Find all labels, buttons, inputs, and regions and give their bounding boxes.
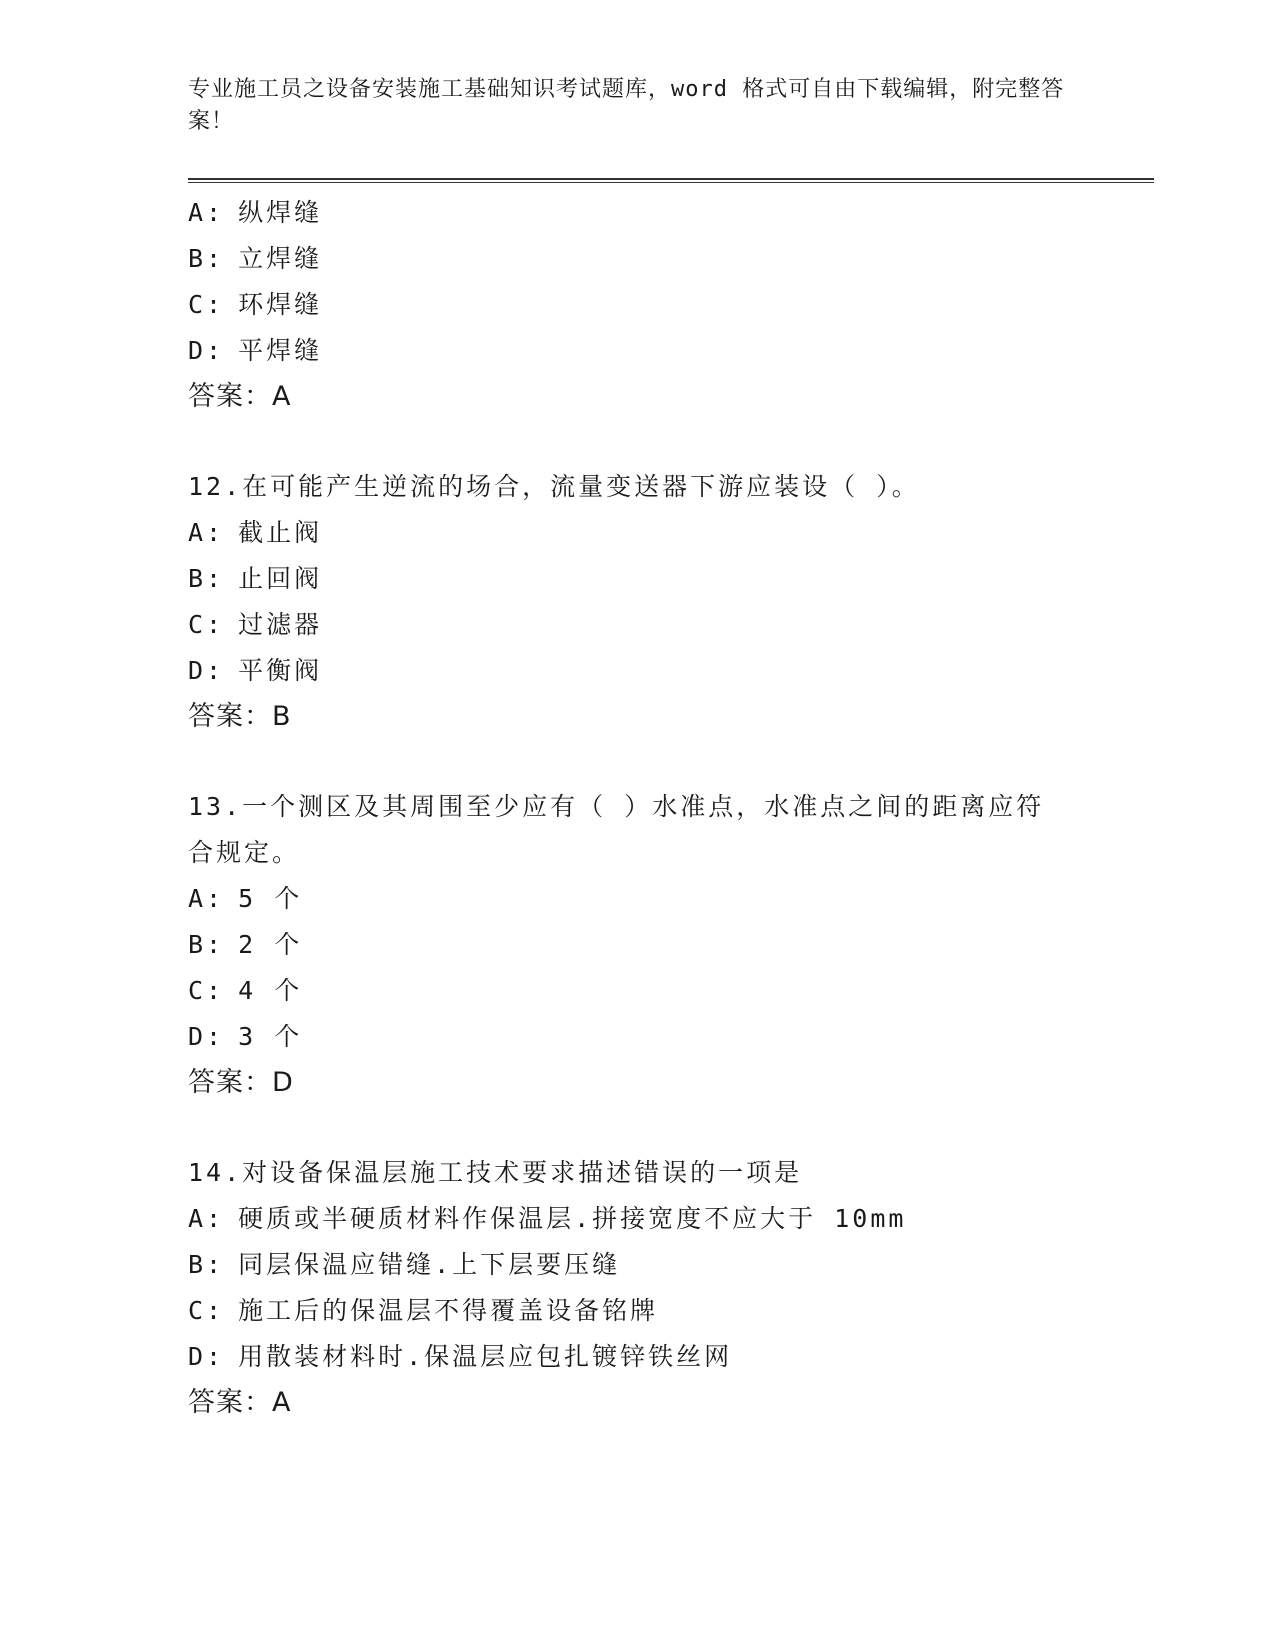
option-label: D: bbox=[188, 1022, 225, 1051]
option-label: B: bbox=[188, 930, 225, 959]
option-text: 平衡阀 bbox=[238, 656, 323, 685]
option-text: 2 个 bbox=[238, 930, 303, 959]
option-c bbox=[188, 602, 1088, 648]
option-a bbox=[188, 510, 1088, 556]
option-text: 同层保温应错缝.上下层要压缝 bbox=[238, 1250, 621, 1279]
option-label: A: bbox=[188, 1204, 225, 1233]
option-d bbox=[188, 1014, 1088, 1060]
option-label: A: bbox=[188, 518, 225, 547]
option-text: 用散装材料时.保温层应包扎镀锌铁丝网 bbox=[238, 1342, 733, 1371]
option-text: 5 个 bbox=[238, 884, 303, 913]
header-divider-thick bbox=[188, 178, 1154, 180]
option-label: C: bbox=[188, 610, 225, 639]
option-text: 截止阀 bbox=[238, 518, 323, 547]
option-label: B: bbox=[188, 244, 225, 273]
option-text: 止回阀 bbox=[238, 564, 323, 593]
option-text: 硬质或半硬质材料作保温层.拼接宽度不应大于 10mm bbox=[238, 1204, 907, 1233]
option-text: 平焊缝 bbox=[238, 336, 323, 365]
question-14 bbox=[188, 1150, 1088, 1426]
option-label: D: bbox=[188, 656, 225, 685]
option-text: 环焊缝 bbox=[238, 290, 323, 319]
option-b bbox=[188, 922, 1088, 968]
option-b bbox=[188, 236, 1088, 282]
option-d bbox=[188, 328, 1088, 374]
answer-line: 答案：D bbox=[188, 1067, 294, 1098]
option-a bbox=[188, 190, 1088, 236]
option-label: D: bbox=[188, 336, 225, 365]
document-header-title: 专业施工员之设备安装施工基础知识考试题库，word 格式可自由下载编辑，附完整答案！ bbox=[188, 77, 1065, 134]
option-label: A: bbox=[188, 198, 225, 227]
option-c bbox=[188, 282, 1088, 328]
header-divider-thin bbox=[188, 182, 1154, 183]
option-label: B: bbox=[188, 564, 225, 593]
option-text: 立焊缝 bbox=[238, 244, 323, 273]
question-stem: 12.在可能产生逆流的场合，流量变送器下游应装设（ ）。 bbox=[188, 472, 920, 501]
spacer bbox=[188, 740, 1088, 784]
option-a bbox=[188, 1196, 1088, 1242]
option-label: D: bbox=[188, 1342, 225, 1371]
option-a bbox=[188, 876, 1088, 922]
option-label: C: bbox=[188, 290, 225, 319]
spacer bbox=[188, 1106, 1088, 1150]
answer-line: 答案：A bbox=[188, 381, 292, 412]
question-stem: 13.一个测区及其周围至少应有（ ）水准点，水准点之间的距离应符合规定。 bbox=[188, 792, 1045, 867]
option-label: C: bbox=[188, 976, 225, 1005]
spacer bbox=[188, 420, 1088, 464]
option-text: 施工后的保温层不得覆盖设备铭牌 bbox=[238, 1296, 659, 1325]
option-text: 纵焊缝 bbox=[238, 198, 323, 227]
option-text: 过滤器 bbox=[238, 610, 323, 639]
option-d bbox=[188, 648, 1088, 694]
question-list bbox=[188, 190, 1088, 1426]
option-b bbox=[188, 556, 1088, 602]
option-label: C: bbox=[188, 1296, 225, 1325]
question-12 bbox=[188, 464, 1088, 740]
option-b bbox=[188, 1242, 1088, 1288]
option-label: A: bbox=[188, 884, 225, 913]
option-text: 3 个 bbox=[238, 1022, 303, 1051]
option-text: 4 个 bbox=[238, 976, 303, 1005]
option-c bbox=[188, 968, 1088, 1014]
question-stem: 14.对设备保温层施工技术要求描述错误的一项是 bbox=[188, 1158, 803, 1187]
option-c bbox=[188, 1288, 1088, 1334]
question-13 bbox=[188, 784, 1088, 1106]
answer-line: 答案：A bbox=[188, 1387, 292, 1418]
option-d bbox=[188, 1334, 1088, 1380]
question-11-partial bbox=[188, 190, 1088, 420]
option-label: B: bbox=[188, 1250, 225, 1279]
answer-line: 答案：B bbox=[188, 701, 292, 732]
